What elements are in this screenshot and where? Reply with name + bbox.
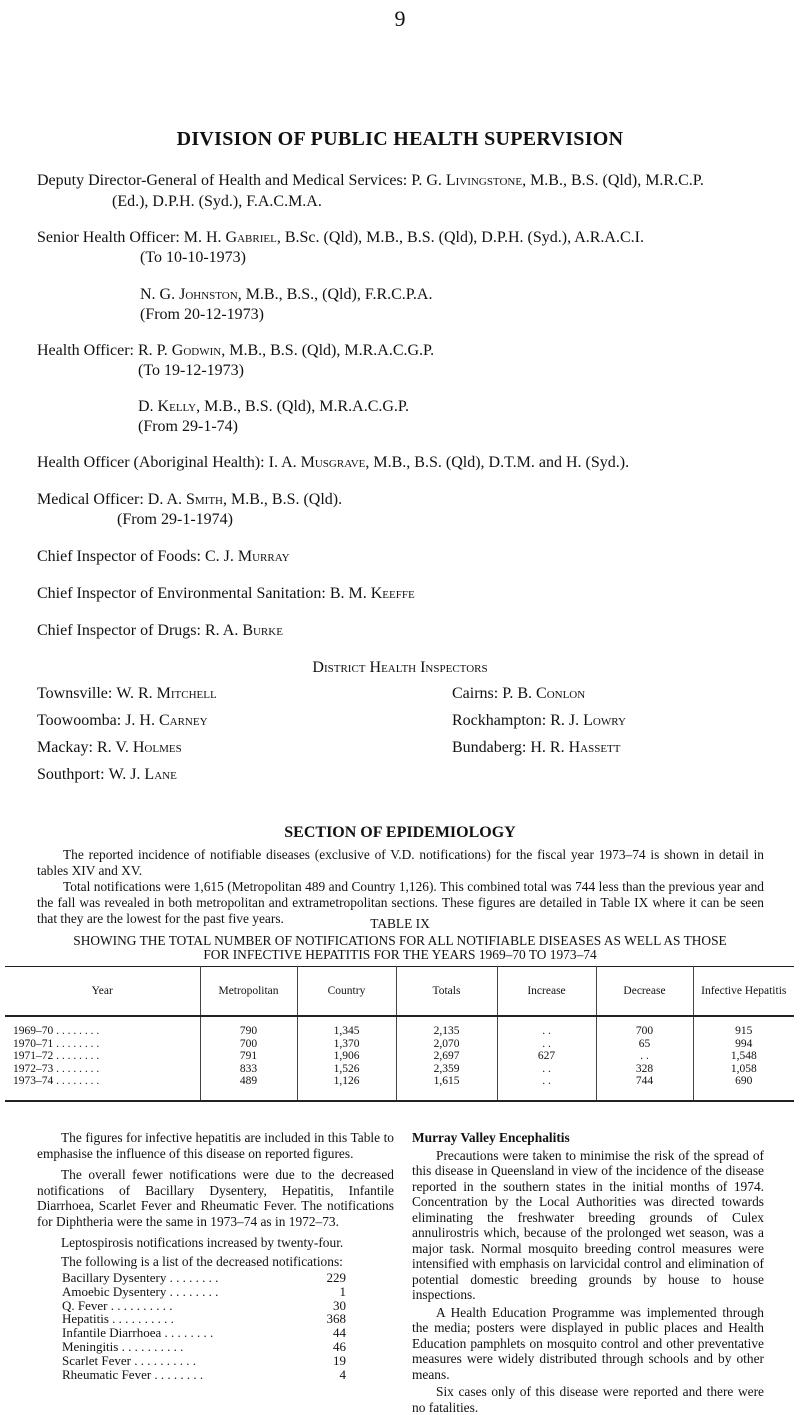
chief-inspector-foods-line	[37, 548, 290, 566]
district-inspector-name: R. V. Holmes	[96, 739, 182, 756]
list-item-value: 368	[326, 1311, 346, 1327]
staff-qualifications: , M.B., B.S. (Qld), M.R.C.P.	[522, 172, 704, 189]
list-item	[62, 1325, 346, 1339]
health-officer-line	[37, 342, 434, 360]
body-paragraph: Six cases only of this disease were reported and there were no fatalities.	[412, 1384, 764, 1415]
list-item	[62, 1298, 346, 1312]
list-item-label: Amoebic Dysentery . . . . . . . .	[62, 1283, 219, 1299]
deputy-director-qualifications: (Ed.), D.P.H. (Syd.), F.A.C.M.A.	[112, 193, 322, 210]
table-cell: 1971–72 . . . . . . . .	[5, 1050, 200, 1063]
list-item	[62, 1311, 346, 1325]
table-cell: 1,615	[396, 1075, 497, 1101]
table-cell: . .	[497, 1075, 596, 1101]
column-header: Totals	[396, 967, 497, 1017]
staff-name: D. Kelly	[138, 398, 197, 415]
table-cell: . .	[497, 1038, 596, 1051]
table-row	[5, 1038, 794, 1051]
intro-paragraph: Total notifications were 1,615 (Metropolitan 489 and Country 1,126). This combined total was 744 less than the previous year and the fall was revealed in both metropolitan and extrametropolitan sections. These figures are detailed in Table IX where it can be seen that they are the lowest for the past five years.	[37, 879, 764, 926]
intro-paragraph: The reported incidence of notifiable diseases (exclusive of V.D. notifications) for the fiscal year 1973–74 is shown in detail in tables XIV and XV.	[37, 847, 764, 878]
section-title: SECTION OF EPIDEMIOLOGY	[284, 824, 516, 841]
staff-qualifications: , B.Sc. (Qld), M.B., B.S. (Qld), D.P.H. (Syd.), A.R.A.C.I.	[276, 229, 644, 246]
kelly-line	[138, 398, 409, 416]
table-cell: 700	[596, 1016, 693, 1038]
senior-health-officer-line	[37, 229, 644, 247]
district-inspector-entry	[452, 739, 620, 757]
staff-qualifications: , M.B., B.S. (Qld), M.R.A.C.G.P.	[196, 398, 410, 415]
table-cell: . .	[596, 1050, 693, 1063]
right-column	[412, 1130, 764, 1415]
table-cell: 700	[200, 1038, 297, 1051]
list-item-value: 46	[333, 1338, 346, 1354]
table-cell: 1,058	[730, 1062, 757, 1075]
district-inspector-entry	[452, 685, 585, 703]
table-caption: FOR INFECTIVE HEPATITIS FOR THE YEARS 1969–70 TO 1973–74	[203, 947, 597, 962]
table-row	[5, 1050, 794, 1063]
staff-qualifications: , M.B., B.S. (Qld), M.R.A.C.G.P.	[221, 342, 435, 359]
list-item	[62, 1284, 346, 1298]
table-cell: 2,697	[396, 1050, 497, 1063]
district-place: Toowoomba:	[37, 712, 122, 729]
table-cell: . .	[497, 1016, 596, 1038]
table-cell: 1,526	[297, 1063, 396, 1076]
decreased-notifications-list	[62, 1270, 346, 1380]
body-paragraph: The overall fewer notifications were due to the decreased notifications of Bacillary Dysentery, Hepatitis, Infantile Diarrhoea, Scarlet Fever and Rheumatic Fever. The notifications for Diphtheria were the same in 1973–74 as in 1972–73.	[37, 1167, 394, 1229]
table-cell: 1,548	[730, 1050, 757, 1062]
list-item-value: 30	[333, 1297, 346, 1313]
staff-role-label: Senior Health Officer:	[37, 229, 180, 246]
district-place: Mackay:	[37, 739, 93, 756]
medical-officer-date: (From 29-1-1974)	[117, 511, 233, 528]
column-header: Decrease	[596, 967, 693, 1017]
column-header: Metropolitan	[200, 967, 297, 1017]
district-inspectors-heading: District Health Inspectors	[312, 659, 488, 676]
body-paragraph: The figures for infective hepatitis are included in this Table to emphasise the influence of this disease on reported figures.	[37, 1130, 394, 1161]
district-inspector-name: J. H. Carney	[125, 712, 208, 729]
left-column	[37, 1130, 394, 1380]
section-subheading: Murray Valley Encephalitis	[412, 1130, 570, 1145]
district-inspector-name: W. J. Lane	[108, 766, 177, 783]
district-inspector-entry	[37, 712, 208, 730]
table-cell: 744	[596, 1075, 693, 1101]
district-place: Rockhampton:	[452, 712, 547, 729]
staff-qualifications: , M.B., B.S. (Qld), D.T.M. and H. (Syd.).	[365, 454, 630, 471]
staff-role-label: Deputy Director-General of Health and Medical Services:	[37, 172, 408, 189]
staff-name: D. A. Smith	[147, 491, 223, 508]
table-row	[5, 1063, 794, 1076]
aboriginal-health-officer-line	[37, 454, 629, 472]
chief-inspector-drugs-line	[37, 622, 283, 640]
table-cell: 1,370	[297, 1038, 396, 1051]
staff-name: M. H. Gabriel	[183, 229, 277, 246]
list-item	[62, 1367, 346, 1381]
list-item-value: 44	[333, 1325, 346, 1341]
list-item-label: Hepatitis . . . . . . . . . .	[62, 1311, 174, 1327]
page-number: 9	[394, 6, 406, 31]
staff-name: R. A. Burke	[204, 622, 283, 639]
staff-role-label: Medical Officer:	[37, 491, 144, 508]
body-paragraph: Precautions were taken to minimise the risk of the spread of this disease in Queensland in view of the incidence of the disease reported in the southern states in the initial months of 1974. Concentration by the Local Authorities was directed towards eliminating the freshwater breeding grounds of Culex annulirostris which, because of the prolonged wet season, was a major task. Normal mosquito breeding control measures were intensified with emphasis on larvicidal control and elimination of potential domestic breeding grounds by house to house inspections.	[412, 1147, 764, 1302]
table-row	[5, 1016, 794, 1038]
body-paragraph: The following is a list of the decreased notifications:	[61, 1253, 343, 1269]
list-item	[62, 1353, 346, 1367]
staff-name: I. A. Musgrave	[268, 454, 366, 471]
district-place: Townsville:	[37, 685, 113, 702]
johnston-line	[140, 286, 432, 304]
johnston-date: (From 20-12-1973)	[140, 306, 264, 323]
list-item-label: Rheumatic Fever . . . . . . . .	[62, 1366, 204, 1382]
district-place: Bundaberg:	[452, 739, 527, 756]
staff-qualifications: , M.B., B.S. (Qld).	[223, 491, 343, 508]
column-header: Increase	[497, 967, 596, 1017]
staff-name: B. M. Keeffe	[329, 585, 415, 602]
district-inspector-entry	[452, 712, 626, 730]
table-cell: 2,070	[396, 1038, 497, 1051]
table-cell: 690	[693, 1075, 794, 1101]
district-place: Southport:	[37, 766, 105, 783]
staff-name: C. J. Murray	[204, 548, 290, 565]
district-inspector-name: W. R. Mitchell	[116, 685, 217, 702]
staff-name: P. G. Livingstone	[411, 172, 523, 189]
body-paragraph: A Health Education Programme was implemented through the media; posters were displayed in public places and Health Education pamphlets on mosquito control and other preventative measures were widely distributed through schools and by other means.	[412, 1304, 764, 1382]
table-row	[5, 1075, 794, 1101]
table-cell: 1969–70 . . . . . . . .	[5, 1016, 200, 1038]
senior-health-officer-date: (To 10-10-1973)	[140, 249, 246, 266]
list-item-label: Scarlet Fever . . . . . . . . . .	[62, 1352, 196, 1368]
table-header-row	[5, 967, 794, 1017]
medical-officer-line	[37, 491, 342, 509]
table-cell: 1,345	[297, 1016, 396, 1038]
list-item-value: 229	[326, 1270, 346, 1285]
list-item-label: Infantile Diarrhoea . . . . . . . .	[62, 1325, 214, 1341]
list-item	[62, 1270, 346, 1284]
staff-name: R. P. Godwin	[138, 342, 222, 359]
table-cell: 1972–73 . . . . . . . .	[5, 1063, 200, 1076]
page-title: DIVISION OF PUBLIC HEALTH SUPERVISION	[176, 128, 624, 150]
table-cell: 915	[735, 1025, 753, 1037]
list-item	[62, 1339, 346, 1353]
column-header: Country	[297, 967, 396, 1017]
list-item-value: 19	[333, 1352, 346, 1368]
table-cell: 489	[200, 1075, 297, 1101]
godwin-date: (To 19-12-1973)	[138, 362, 244, 379]
table-cell: 2,359	[396, 1063, 497, 1076]
table-title: TABLE IX	[370, 916, 430, 931]
body-paragraph: Leptospirosis notifications increased by twenty-four.	[61, 1235, 344, 1250]
table-cell: 790	[200, 1016, 297, 1038]
staff-qualifications: , M.B., B.S., (Qld), F.R.C.P.A.	[237, 286, 433, 303]
kelly-date: (From 29-1-74)	[138, 418, 238, 435]
table-cell: 627	[497, 1050, 596, 1063]
table-cell: 791	[200, 1050, 297, 1063]
table-cell: . .	[497, 1063, 596, 1076]
column-header: Year	[5, 967, 200, 1017]
table-cell: 2,135	[396, 1016, 497, 1038]
table-cell: 1,906	[297, 1050, 396, 1063]
table-cell: 65	[596, 1038, 693, 1051]
staff-name: N. G. Johnston	[140, 286, 238, 303]
district-inspector-entry	[37, 766, 177, 784]
table-cell: 328	[596, 1063, 693, 1076]
staff-role-label: Chief Inspector of Foods:	[37, 548, 201, 565]
column-header: Infective Hepatitis	[693, 967, 794, 1017]
staff-role-label: Health Officer:	[37, 342, 134, 359]
district-inspector-name: R. J. Lowry	[550, 712, 626, 729]
notifications-table	[5, 966, 794, 1102]
staff-role-label: Chief Inspector of Environmental Sanitation:	[37, 585, 326, 602]
district-inspector-entry	[37, 739, 182, 757]
table-caption: SHOWING THE TOTAL NUMBER OF NOTIFICATIONS FOR ALL NOTIFIABLE DISEASES AS WELL AS THOSE	[73, 933, 727, 948]
staff-role-label: Health Officer (Aboriginal Health):	[37, 454, 265, 471]
chief-inspector-environment-line	[37, 585, 415, 603]
district-place: Cairns:	[452, 685, 499, 702]
list-item-label: Q. Fever . . . . . . . . . .	[62, 1297, 173, 1313]
table-cell: 994	[735, 1037, 753, 1050]
district-inspector-entry	[37, 685, 217, 703]
deputy-director-line	[37, 172, 704, 190]
list-item-label: Bacillary Dysentery . . . . . . . .	[62, 1270, 219, 1285]
staff-role-label: Chief Inspector of Drugs:	[37, 622, 201, 639]
list-item-value: 4	[339, 1366, 346, 1382]
district-inspector-name: H. R. Hassett	[530, 739, 621, 756]
table-cell: 1973–74 . . . . . . . .	[5, 1075, 200, 1101]
table-cell: 1,126	[297, 1075, 396, 1101]
table-cell: 833	[200, 1063, 297, 1076]
list-item-label: Meningitis . . . . . . . . . .	[62, 1338, 184, 1354]
table-cell: 1970–71 . . . . . . . .	[5, 1038, 200, 1051]
district-inspector-name: P. B. Conlon	[502, 685, 586, 702]
list-item-value: 1	[339, 1283, 346, 1299]
